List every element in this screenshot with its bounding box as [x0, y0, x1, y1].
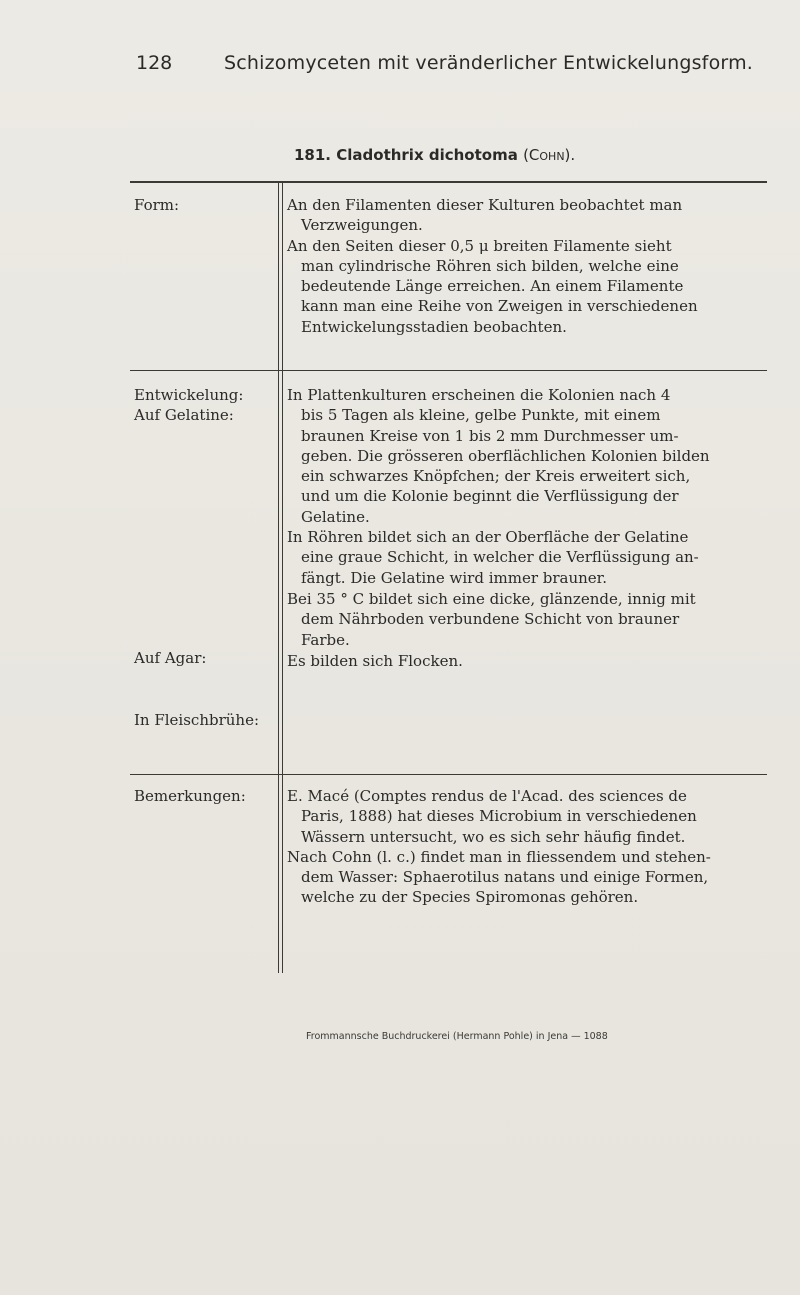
text-line: geben. Die grösseren oberflächlichen Kolonien bilden — [301, 446, 710, 465]
text-line: Paris, 1888) hat dieses Microbium in verschiedenen — [301, 807, 697, 826]
species-author: (Cohn). — [523, 146, 576, 164]
text-line: man cylindrische Röhren sich bilden, welche eine — [301, 256, 679, 275]
text-line: Farbe. — [301, 630, 350, 649]
text-line: An den Seiten dieser 0,5 μ breiten Filamente sieht — [287, 236, 672, 255]
text-line: und um die Kolonie beginnt die Verflüssigung der — [301, 487, 679, 506]
column-divider-inner — [282, 182, 283, 973]
row-label-entwickelung: Entwickelung: — [134, 386, 244, 404]
text-line: Bei 35 ° C bildet sich eine dicke, glänzende, innig mit — [287, 589, 696, 608]
row-divider-1 — [130, 370, 767, 371]
section-title — [294, 146, 575, 164]
text-line: Verzweigungen. — [301, 216, 423, 235]
text-line: ein schwarzes Knöpfchen; der Kreis erweitert sich, — [301, 467, 691, 486]
row-label-fleischbruehe: In Fleischbrühe: — [134, 711, 260, 729]
row-label-form: Form: — [134, 196, 180, 214]
text-line: An den Filamenten dieser Kulturen beobachtet man — [287, 196, 683, 214]
column-divider — [278, 182, 279, 973]
row-divider-2 — [130, 774, 767, 775]
row-label-gelatine: Auf Gelatine: — [134, 406, 234, 424]
text-line: Nach Cohn (l. c.) findet man in fliessendem und stehen- — [287, 847, 711, 866]
row-text-bemerkungen — [287, 786, 767, 908]
text-line: welche zu der Species Spiromonas gehören. — [301, 888, 639, 907]
text-line: fängt. Die Gelatine wird immer brauner. — [301, 568, 607, 587]
table-top-rule — [130, 181, 767, 183]
text-line: Gelatine. — [301, 507, 370, 526]
species-name: Cladothrix dichotoma — [336, 146, 518, 164]
printer-imprint: Frommannsche Buchdruckerei (Hermann Pohle) in Jena — 1088 — [306, 1031, 608, 1042]
row-label-bemerkungen: Bemerkungen: — [134, 787, 246, 805]
text-line: Es bilden sich Flocken. — [287, 651, 463, 670]
text-line: In Plattenkulturen erscheinen die Kolonien nach 4 — [287, 386, 671, 404]
row-text-entwickelung — [287, 385, 767, 671]
running-title: Schizomyceten mit veränderlicher Entwickelungsform. — [224, 52, 754, 74]
text-line: Entwickelungsstadien beobachten. — [301, 317, 567, 336]
section-number: 181. — [294, 146, 332, 164]
row-label-agar: Auf Agar: — [134, 649, 207, 667]
text-line: Wässern untersucht, wo es sich sehr häufig findet. — [301, 827, 686, 846]
text-line: bedeutende Länge erreichen. An einem Filamente — [301, 277, 684, 296]
text-line: bis 5 Tagen als kleine, gelbe Punkte, mit einem — [301, 406, 661, 425]
text-line: In Röhren bildet sich an der Oberfläche der Gelatine — [287, 528, 689, 547]
text-line: eine graue Schicht, in welcher die Verflüssigung an- — [301, 548, 699, 567]
row-text-form — [287, 195, 767, 337]
text-line: E. Macé (Comptes rendus de l'Acad. des sciences de — [287, 787, 687, 805]
text-line: kann man eine Reihe von Zweigen in verschiedenen — [301, 297, 698, 316]
text-line: braunen Kreise von 1 bis 2 mm Durchmesser um- — [301, 426, 679, 445]
text-line: dem Wasser: Sphaerotilus natans und einige Formen, — [301, 868, 709, 887]
text-line: dem Nährboden verbundene Schicht von brauner — [301, 610, 680, 629]
page-number: 128 — [136, 52, 173, 74]
